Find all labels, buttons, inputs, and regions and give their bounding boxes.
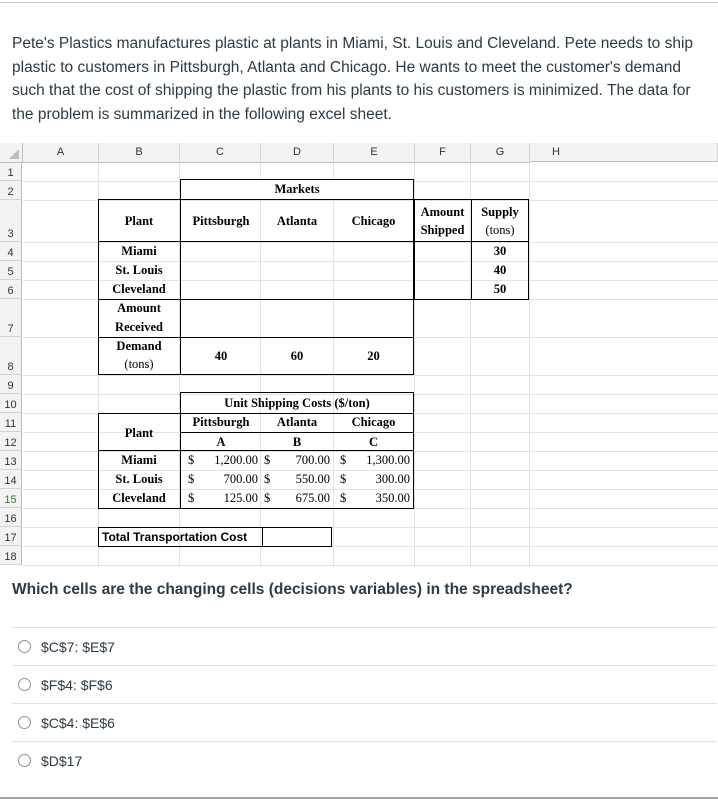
total-cost-cell-d17[interactable] bbox=[263, 528, 331, 546]
answer-option-1[interactable] bbox=[12, 627, 717, 665]
radio-button-icon[interactable] bbox=[18, 678, 31, 691]
bottom-divider bbox=[0, 797, 718, 799]
cost-sym: $ bbox=[188, 472, 195, 486]
cost-sym: $ bbox=[264, 491, 271, 505]
plant-header: Plant bbox=[124, 214, 154, 228]
column-header-f[interactable]: F bbox=[415, 143, 471, 163]
market-pittsburgh: Pittsburgh bbox=[192, 214, 250, 228]
answer-options bbox=[12, 627, 717, 779]
cost-market-pittsburgh: Pittsburgh bbox=[192, 415, 250, 429]
supply-cleveland: 50 bbox=[493, 282, 507, 296]
row-header-13[interactable]: 13 bbox=[0, 451, 22, 470]
cost-st-louis-chicago: 300.00 bbox=[375, 472, 410, 486]
answer-label: $F$4: $F$6 bbox=[41, 676, 113, 693]
row-header-17[interactable]: 17 bbox=[0, 527, 22, 546]
spreadsheet bbox=[0, 143, 718, 567]
question-text: Pete's Plastics manufactures plastic at plants in Miami, St. Louis and Cleveland. Pete needs to ship plastic to customers in Pittsburgh, Atlanta and Chicago. He wants to meet the customer's demand such that the cost of shipping the plastic from his plants to his customers is minimized. The data for the problem is summarized in the following excel sheet. bbox=[12, 35, 694, 123]
column-header-d[interactable]: D bbox=[261, 143, 334, 163]
answer-option-3[interactable] bbox=[12, 703, 717, 741]
row-header-18[interactable]: 18 bbox=[0, 546, 22, 565]
cost-cleveland-chicago: 350.00 bbox=[375, 491, 410, 505]
decision-cells-c4-e6[interactable] bbox=[181, 242, 414, 299]
markets-label: Markets bbox=[274, 182, 320, 196]
total-cost-label: Total Transportation Cost bbox=[102, 530, 248, 544]
amount-shipped-cells-f4-f6[interactable] bbox=[415, 242, 471, 299]
column-header-b[interactable]: B bbox=[99, 143, 180, 163]
demand-atlanta: 60 bbox=[290, 349, 304, 363]
row-header-9[interactable]: 9 bbox=[0, 375, 22, 394]
column-header-e[interactable]: E bbox=[334, 143, 415, 163]
row-header-5[interactable]: 5 bbox=[0, 261, 22, 280]
cost-sym: $ bbox=[340, 491, 347, 505]
demand-line2: (tons) bbox=[124, 357, 154, 371]
market-chicago: Chicago bbox=[351, 214, 396, 228]
demand-chicago: 20 bbox=[367, 349, 380, 363]
cost-cleveland-pittsburgh: 125.00 bbox=[223, 491, 258, 505]
answer-option-2[interactable] bbox=[12, 665, 717, 703]
cost-letter-c: C bbox=[368, 435, 379, 449]
row-header-10[interactable]: 10 bbox=[0, 394, 22, 413]
answer-label: $C$7: $E$7 bbox=[41, 638, 115, 655]
corner-triangle-icon bbox=[9, 149, 19, 159]
cost-letter-a: A bbox=[216, 435, 226, 449]
supply-miami: 30 bbox=[493, 244, 507, 258]
cost-sym: $ bbox=[188, 453, 195, 467]
cost-miami-atlanta: 700.00 bbox=[295, 453, 330, 467]
row-header-11[interactable]: 11 bbox=[0, 413, 22, 432]
row-header-3[interactable]: 3 bbox=[0, 200, 22, 242]
demand-line1: Demand bbox=[116, 339, 162, 353]
gridline bbox=[23, 375, 718, 376]
amount-received-cells-c7-e7[interactable] bbox=[181, 300, 414, 337]
table-divider bbox=[98, 450, 414, 451]
table-divider bbox=[180, 432, 414, 433]
cost-title: Unit Shipping Costs ($/ton) bbox=[224, 396, 370, 410]
top-divider bbox=[0, 2, 718, 3]
plant-miami: Miami bbox=[121, 244, 157, 258]
amount-shipped-line1: Amount bbox=[420, 205, 465, 219]
plant-st-louis: St. Louis bbox=[115, 263, 163, 277]
row-header-2[interactable]: 2 bbox=[0, 181, 22, 200]
answer-option-4[interactable] bbox=[12, 741, 717, 779]
market-atlanta: Atlanta bbox=[276, 214, 318, 228]
row-header-8[interactable]: 8 bbox=[0, 337, 22, 375]
amount-shipped-line2: Shipped bbox=[420, 223, 465, 237]
row-header-1[interactable]: 1 bbox=[0, 163, 22, 181]
gridline bbox=[529, 162, 530, 567]
cost-st-louis-atlanta: 550.00 bbox=[295, 472, 330, 486]
radio-button-icon[interactable] bbox=[18, 754, 31, 767]
supply-line1: Supply bbox=[481, 205, 519, 219]
cost-sym: $ bbox=[188, 491, 195, 505]
cost-miami-chicago: 1,300.00 bbox=[366, 453, 410, 467]
select-all-corner[interactable] bbox=[0, 143, 23, 163]
cost-plant-header: Plant bbox=[124, 426, 154, 440]
supply-st-louis: 40 bbox=[493, 263, 507, 277]
column-header-a[interactable]: A bbox=[23, 143, 99, 163]
row-header-15[interactable]: 15 bbox=[0, 489, 22, 508]
row-header-16[interactable]: 16 bbox=[0, 508, 22, 527]
cost-miami-pittsburgh: 1,200.00 bbox=[214, 453, 258, 467]
cost-st-louis-pittsburgh: 700.00 bbox=[223, 472, 258, 486]
gridline bbox=[23, 565, 718, 566]
supply-line2: (tons) bbox=[485, 223, 515, 237]
column-header-h[interactable]: H bbox=[530, 143, 718, 162]
answer-label: $C$4: $E$6 bbox=[41, 714, 115, 731]
column-header-c[interactable]: C bbox=[180, 143, 261, 163]
column-header-g[interactable]: G bbox=[471, 143, 530, 163]
row-header-14[interactable]: 14 bbox=[0, 470, 22, 489]
cost-market-atlanta: Atlanta bbox=[276, 415, 318, 429]
answer-label: $D$17 bbox=[41, 752, 83, 769]
cost-plant-st-louis: St. Louis bbox=[115, 472, 163, 486]
cost-sym: $ bbox=[340, 453, 347, 467]
cost-letter-b: B bbox=[292, 435, 302, 449]
radio-button-icon[interactable] bbox=[18, 640, 31, 653]
cost-cleveland-atlanta: 675.00 bbox=[295, 491, 330, 505]
question-prompt: Which cells are the changing cells (decisions variables) in the spreadsheet? bbox=[12, 581, 573, 598]
row-header-6[interactable]: 6 bbox=[0, 280, 22, 299]
demand-pittsburgh: 40 bbox=[214, 349, 228, 363]
cost-sym: $ bbox=[340, 472, 347, 486]
row-header-12[interactable]: 12 bbox=[0, 432, 22, 451]
amount-received-line2: Received bbox=[115, 320, 163, 334]
radio-button-icon[interactable] bbox=[18, 716, 31, 729]
cost-plant-cleveland: Cleveland bbox=[112, 491, 166, 505]
cost-sym: $ bbox=[264, 453, 271, 467]
plant-cleveland: Cleveland bbox=[112, 282, 166, 296]
cost-plant-miami: Miami bbox=[121, 453, 157, 467]
row-header-4[interactable]: 4 bbox=[0, 242, 22, 261]
cost-market-chicago: Chicago bbox=[351, 415, 396, 429]
amount-received-line1: Amount bbox=[117, 301, 161, 315]
cost-sym: $ bbox=[264, 472, 271, 486]
row-header-7[interactable]: 7 bbox=[0, 299, 22, 337]
